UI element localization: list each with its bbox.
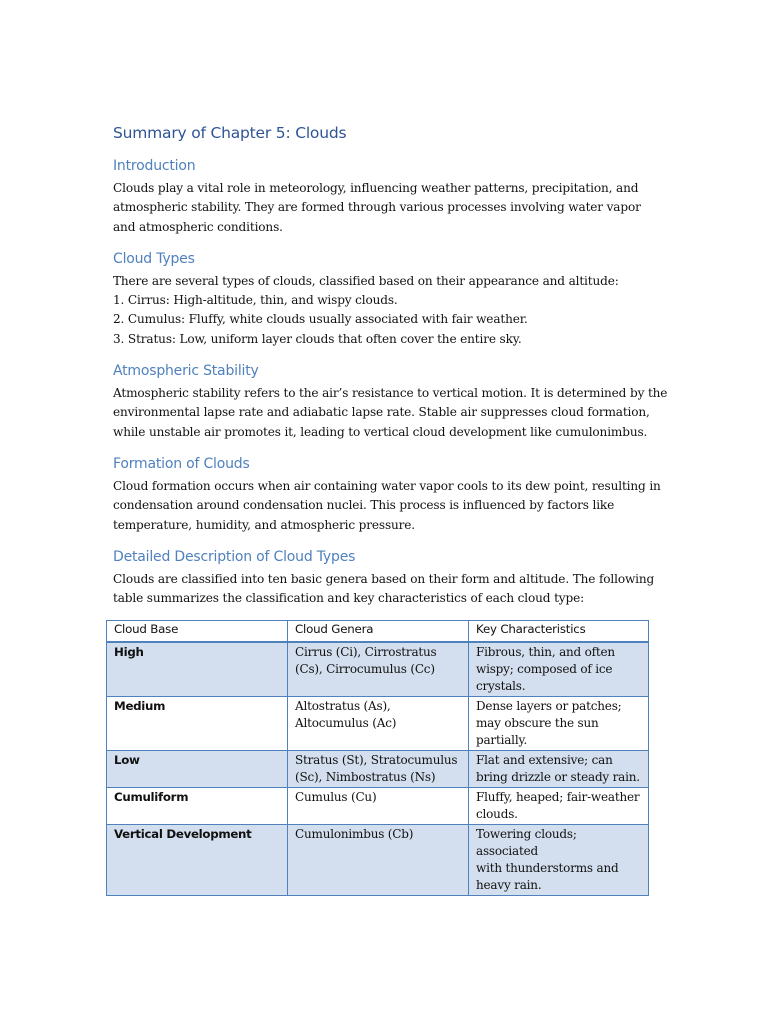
- cloud-base-cell: Medium: [107, 697, 288, 751]
- cell-line: (Cs), Cirrocumulus (Cc): [295, 662, 435, 677]
- cloud-types-table: [106, 620, 649, 896]
- cloud-base-cell: Vertical Development: [107, 825, 288, 896]
- characteristics-cell: [469, 825, 649, 896]
- cloud-base-cell: High: [107, 642, 288, 697]
- section-atmospheric-stability: [113, 363, 668, 442]
- table-header-row: [107, 621, 649, 643]
- document-page: [113, 124, 668, 896]
- cloud-genera-cell: [288, 642, 469, 697]
- section-formation-of-clouds: [113, 455, 661, 535]
- table-row: [107, 697, 649, 751]
- paragraph-line: and atmospheric conditions.: [113, 219, 283, 234]
- section-paragraph: [113, 477, 661, 535]
- section-paragraph: [113, 570, 658, 609]
- column-header-cloud-base: Cloud Base: [107, 621, 288, 643]
- cell-line: with thunderstorms and: [476, 861, 619, 876]
- cloud-genera-cell: [288, 788, 469, 825]
- cell-line: Altostratus (As),: [295, 699, 391, 714]
- cell-line: wispy; composed of ice: [476, 662, 613, 677]
- list-item: 1. Cirrus: High-altitude, thin, and wispy clouds.: [113, 293, 398, 308]
- paragraph-line: condensation around condensation nuclei. This process is influenced by factors like: [113, 498, 615, 513]
- section-introduction: [113, 158, 658, 237]
- list-item: 3. Stratus: Low, uniform layer clouds that often cover the entire sky.: [113, 331, 522, 346]
- cell-line: Dense layers or patches;: [476, 699, 622, 714]
- cell-line: Fluffy, heaped; fair-weather: [476, 790, 640, 805]
- section-heading: Formation of Clouds: [113, 455, 250, 472]
- paragraph-line: while unstable air promotes it, leading to vertical cloud development like cumulonimbus.: [113, 424, 648, 439]
- section-paragraph: [113, 272, 658, 349]
- paragraph-line: environmental lapse rate and adiabatic lapse rate. Stable air suppresses cloud formation,: [113, 405, 650, 420]
- cloud-genera-cell: [288, 825, 469, 896]
- paragraph-line: Cloud formation occurs when air containing water vapor cools to its dew point, resulting in: [113, 478, 661, 493]
- characteristics-cell: [469, 642, 649, 697]
- cloud-base-cell: Low: [107, 751, 288, 788]
- cell-line: Stratus (St), Stratocumulus: [295, 753, 458, 768]
- cell-line: partially.: [476, 733, 528, 748]
- list-item: 2. Cumulus: Fluffy, white clouds usually associated with fair weather.: [113, 312, 528, 327]
- section-heading: Atmospheric Stability: [113, 363, 259, 380]
- section-paragraph: [113, 384, 668, 442]
- cell-line: Cumulus (Cu): [295, 790, 377, 805]
- cell-line: heavy rain.: [476, 878, 542, 893]
- cell-line: may obscure the sun: [476, 716, 599, 731]
- paragraph-line: table summarizes the classification and key characteristics of each cloud type:: [113, 591, 584, 606]
- table-row: [107, 788, 649, 825]
- paragraph-line: There are several types of clouds, classified based on their appearance and altitude:: [113, 273, 619, 288]
- section-heading: Introduction: [113, 158, 196, 174]
- section-heading: Cloud Types: [113, 250, 195, 267]
- cell-line: Flat and extensive; can: [476, 753, 613, 768]
- characteristics-cell: [469, 697, 649, 751]
- cell-line: Fibrous, thin, and often: [476, 645, 615, 660]
- column-header-cloud-genera: Cloud Genera: [288, 621, 469, 643]
- section-cloud-types: [113, 251, 658, 349]
- document-title: Summary of Chapter 5: Clouds: [113, 124, 347, 142]
- cloud-genera-cell: [288, 697, 469, 751]
- column-header-key-characteristics: Key Characteristics: [469, 621, 649, 643]
- paragraph-line: atmospheric stability. They are formed through various processes involving water vapor: [113, 200, 641, 215]
- cell-line: Cirrus (Ci), Cirrostratus: [295, 645, 437, 660]
- cell-line: clouds.: [476, 807, 518, 822]
- paragraph-line: Clouds play a vital role in meteorology, influencing weather patterns, precipitation, and: [113, 181, 639, 195]
- cell-line: Altocumulus (Ac): [295, 716, 397, 731]
- cell-line: crystals.: [476, 679, 526, 694]
- cell-line: Towering clouds; associated: [476, 827, 577, 859]
- table-row: [107, 642, 649, 697]
- characteristics-cell: [469, 751, 649, 788]
- table-row: [107, 751, 649, 788]
- cell-line: (Sc), Nimbostratus (Ns): [295, 770, 436, 785]
- paragraph-line: temperature, humidity, and atmospheric pressure.: [113, 517, 415, 532]
- cloud-base-cell: Cumuliform: [107, 788, 288, 825]
- section-detailed-description: [113, 549, 658, 609]
- characteristics-cell: [469, 788, 649, 825]
- paragraph-line: Atmospheric stability refers to the air’s resistance to vertical motion. It is determined by the: [113, 386, 668, 401]
- cell-line: bring drizzle or steady rain.: [476, 770, 640, 785]
- paragraph-line: Clouds are classified into ten basic genera based on their form and altitude. The following: [113, 571, 655, 586]
- section-heading: Detailed Description of Cloud Types: [113, 548, 356, 565]
- section-paragraph: [113, 179, 658, 237]
- table-row: [107, 825, 649, 896]
- cloud-genera-cell: [288, 751, 469, 788]
- cell-line: Cumulonimbus (Cb): [295, 827, 414, 842]
